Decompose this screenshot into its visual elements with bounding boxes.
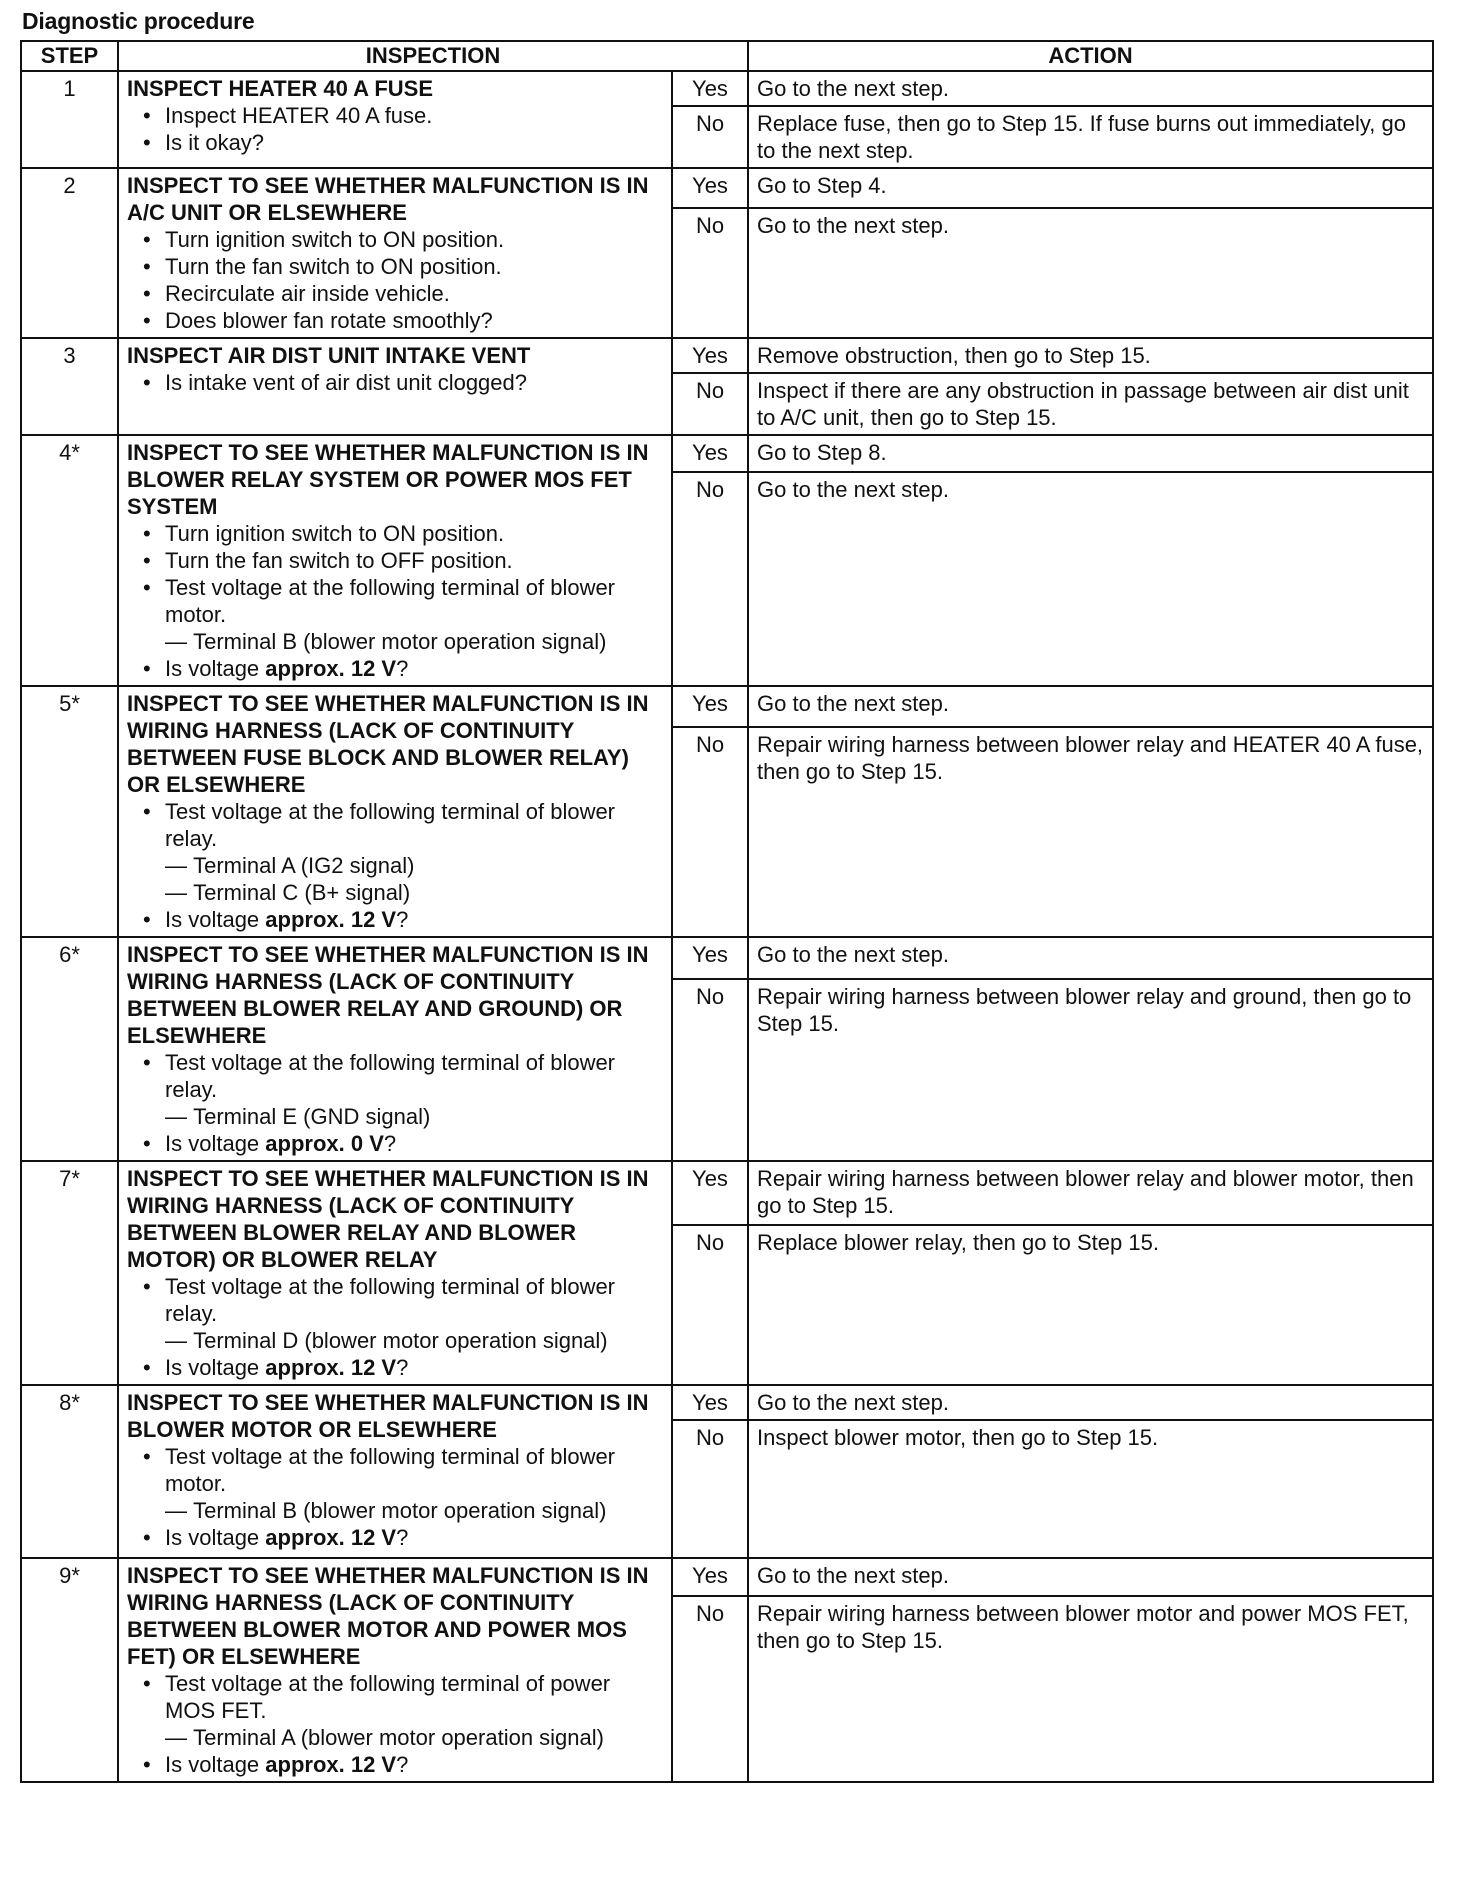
no-label: No [672,727,748,937]
yes-label: Yes [672,435,748,472]
list-item [141,547,663,574]
no-action: Repair wiring harness between blower relay and HEATER 40 A fuse, then go to Step 15. [748,727,1433,937]
inspection-items [127,369,663,396]
table-row [21,1161,1433,1225]
item-text: Test voltage at the following terminal of power MOS FET. [165,1671,611,1723]
inspection-cell [118,1161,672,1385]
inspection-cell [118,1385,672,1558]
list-item [141,129,663,156]
sub-item [165,1724,663,1751]
inspection-cell [118,71,672,168]
yes-label: Yes [672,168,748,208]
item-tail: ? [383,1131,397,1156]
step-number: 5* [21,686,118,937]
inspection-cell [118,937,672,1161]
sub-item-text: Terminal B (blower motor operation signal) [193,1498,607,1523]
yes-action: Go to the next step. [748,686,1433,727]
table-row [21,1558,1433,1596]
sub-item-text: Terminal E (GND signal) [193,1104,431,1129]
no-action: Repair wiring harness between blower relay and ground, then go to Step 15. [748,979,1433,1161]
item-emphasis: approx. 12 V [265,656,397,681]
item-text: Turn ignition switch to ON position. [165,521,505,546]
yes-action: Remove obstruction, then go to Step 15. [748,338,1433,373]
item-text: Test voltage at the following terminal of blower relay. [165,799,616,851]
dash-marker: — [165,1498,194,1523]
sub-item-text: Terminal C (B+ signal) [193,880,411,905]
table-row [21,686,1433,727]
table-body [21,71,1433,1782]
no-label: No [672,1596,748,1782]
item-tail: ? [396,1525,409,1550]
no-action: Replace blower relay, then go to Step 15. [748,1225,1433,1385]
item-text: Inspect HEATER 40 A fuse. [165,103,433,128]
diagnostic-table [20,40,1434,1783]
item-text: Does blower fan rotate smoothly? [165,308,493,333]
step-number: 4* [21,435,118,686]
yes-action: Go to the next step. [748,71,1433,106]
page-title: Diagnostic procedure [22,8,255,34]
dash-marker: — [165,1104,194,1129]
list-item [141,1273,663,1354]
sub-item [165,852,663,879]
item-text: Is voltage [165,1131,266,1156]
list-item [141,798,663,906]
yes-label: Yes [672,71,748,106]
yes-action: Go to the next step. [748,1385,1433,1420]
dash-marker: — [165,629,194,654]
item-tail: ? [396,907,409,932]
item-emphasis: approx. 12 V [265,1355,397,1380]
table-row [21,338,1433,373]
inspection-items [127,798,663,933]
yes-action: Go to the next step. [748,1558,1433,1596]
item-text: Is voltage [165,907,266,932]
dash-marker: — [165,1328,194,1353]
step-number: 7* [21,1161,118,1385]
inspection-cell [118,338,672,435]
sub-item-text: Terminal A (IG2 signal) [193,853,415,878]
list-item [141,1751,663,1778]
list-item [141,1670,663,1751]
no-label: No [672,1225,748,1385]
list-item [141,1443,663,1524]
yes-action: Repair wiring harness between blower relay and blower motor, then go to Step 15. [748,1161,1433,1225]
inspection-title: INSPECT AIR DIST UNIT INTAKE VENT [127,343,531,368]
item-text: Is intake vent of air dist unit clogged? [165,370,527,395]
inspection-items [127,1443,663,1551]
inspection-items [127,1670,663,1778]
inspection-title: INSPECT TO SEE WHETHER MALFUNCTION IS IN WIRING HARNESS (LACK OF CONTINUITY BETWEEN BLOWER MOTOR AND POWER MOS FET) OR ELSEWHERE [127,1563,649,1669]
sub-item [165,628,663,655]
inspection-title: INSPECT HEATER 40 A FUSE [127,76,434,101]
yes-action: Go to Step 4. [748,168,1433,208]
sub-item-text: Terminal A (blower motor operation signal) [193,1725,604,1750]
inspection-cell [118,1558,672,1782]
item-tail: ? [396,656,409,681]
header-action: ACTION [748,41,1433,71]
list-item [141,574,663,655]
yes-action: Go to the next step. [748,937,1433,979]
inspection-title: INSPECT TO SEE WHETHER MALFUNCTION IS IN BLOWER MOTOR OR ELSEWHERE [127,1390,649,1442]
item-text: Is it okay? [165,130,265,155]
item-text: Recirculate air inside vehicle. [165,281,450,306]
list-item [141,307,663,334]
sub-item [165,879,663,906]
inspection-items [127,1049,663,1157]
step-number: 2 [21,168,118,338]
table-row [21,1385,1433,1420]
table-row [21,435,1433,472]
inspection-items [127,520,663,682]
inspection-items [127,226,663,334]
list-item [141,1049,663,1130]
inspection-cell [118,686,672,937]
sub-item [165,1103,663,1130]
table-header-row [21,41,1433,71]
yes-label: Yes [672,1161,748,1225]
item-text: Is voltage [165,1752,266,1777]
item-emphasis: approx. 12 V [265,1525,397,1550]
list-item [141,1524,663,1551]
item-text: Turn ignition switch to ON position. [165,227,505,252]
list-item [141,655,663,682]
sub-item-text: Terminal B (blower motor operation signal) [193,629,607,654]
sub-item [165,1327,663,1354]
item-text: Is voltage [165,1525,266,1550]
yes-action: Go to Step 8. [748,435,1433,472]
item-emphasis: approx. 12 V [265,907,397,932]
inspection-items [127,1273,663,1381]
item-text: Test voltage at the following terminal of blower motor. [165,1444,616,1496]
list-item [141,906,663,933]
list-item [141,1130,663,1157]
list-item [141,520,663,547]
item-tail: ? [396,1355,409,1380]
table-row [21,937,1433,979]
yes-label: Yes [672,1385,748,1420]
sub-item [165,1497,663,1524]
table-row [21,168,1433,208]
no-label: No [672,472,748,686]
no-action: Inspect if there are any obstruction in passage between air dist unit to A/C unit, then go to Step 15. [748,373,1433,435]
item-text: Test voltage at the following terminal of blower relay. [165,1050,616,1102]
inspection-cell [118,435,672,686]
list-item [141,102,663,129]
step-number: 8* [21,1385,118,1558]
no-action: Repair wiring harness between blower motor and power MOS FET, then go to Step 15. [748,1596,1433,1782]
item-text: Test voltage at the following terminal of blower motor. [165,575,616,627]
inspection-title: INSPECT TO SEE WHETHER MALFUNCTION IS IN WIRING HARNESS (LACK OF CONTINUITY BETWEEN BLOWER RELAY AND BLOWER MOTOR) OR BLOWER RELAY [127,1166,649,1272]
header-inspection: INSPECTION [118,41,748,71]
no-action: Go to the next step. [748,208,1433,338]
no-label: No [672,106,748,168]
dash-marker: — [165,853,194,878]
yes-label: Yes [672,937,748,979]
step-number: 6* [21,937,118,1161]
item-emphasis: approx. 0 V [265,1131,384,1156]
inspection-title: INSPECT TO SEE WHETHER MALFUNCTION IS IN BLOWER RELAY SYSTEM OR POWER MOS FET SYSTEM [127,440,649,519]
item-emphasis: approx. 12 V [265,1752,397,1777]
sub-item-text: Terminal D (blower motor operation signal) [193,1328,608,1353]
item-text: Turn the fan switch to OFF position. [165,548,513,573]
item-text: Turn the fan switch to ON position. [165,254,502,279]
dash-marker: — [165,880,194,905]
step-number: 3 [21,338,118,435]
inspection-title: INSPECT TO SEE WHETHER MALFUNCTION IS IN WIRING HARNESS (LACK OF CONTINUITY BETWEEN FUSE BLOCK AND BLOWER RELAY) OR ELSEWHERE [127,691,649,797]
no-label: No [672,373,748,435]
inspection-cell [118,168,672,338]
inspection-title: INSPECT TO SEE WHETHER MALFUNCTION IS IN A/C UNIT OR ELSEWHERE [127,173,649,225]
no-label: No [672,1420,748,1558]
step-number: 9* [21,1558,118,1782]
step-number: 1 [21,71,118,168]
no-label: No [672,208,748,338]
inspection-title: INSPECT TO SEE WHETHER MALFUNCTION IS IN WIRING HARNESS (LACK OF CONTINUITY BETWEEN BLOWER RELAY AND GROUND) OR ELSEWHERE [127,942,649,1048]
list-item [141,1354,663,1381]
yes-label: Yes [672,1558,748,1596]
no-action: Replace fuse, then go to Step 15. If fuse burns out immediately, go to the next step. [748,106,1433,168]
yes-label: Yes [672,686,748,727]
no-action: Inspect blower motor, then go to Step 15. [748,1420,1433,1558]
no-label: No [672,979,748,1161]
item-text: Test voltage at the following terminal of blower relay. [165,1274,616,1326]
item-tail: ? [396,1752,409,1777]
table-row [21,71,1433,106]
inspection-items [127,102,663,156]
list-item [141,280,663,307]
list-item [141,369,663,396]
yes-label: Yes [672,338,748,373]
dash-marker: — [165,1725,194,1750]
item-text: Is voltage [165,1355,266,1380]
list-item [141,226,663,253]
no-action: Go to the next step. [748,472,1433,686]
item-text: Is voltage [165,656,266,681]
list-item [141,253,663,280]
header-step: STEP [21,41,118,71]
